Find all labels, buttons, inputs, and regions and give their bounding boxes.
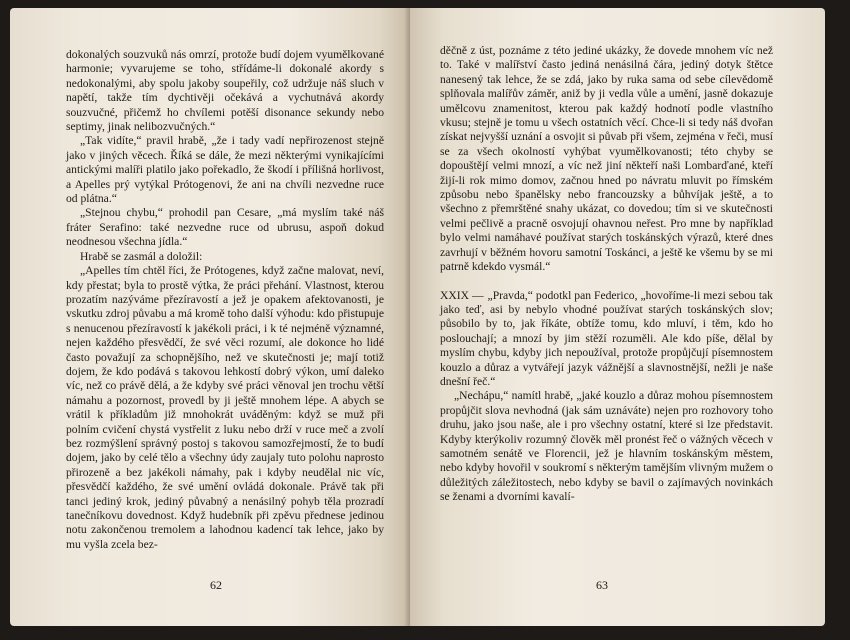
left-paragraph-3: „Stejnou chybu,“ prohodil pan Cesare, „má myslím také náš fráter Serafino: také nezvedne ruce od ubrusu, aspoň dokud neodnesou všechna jídla.“: [66, 206, 384, 249]
page-number-right: 63: [596, 577, 608, 592]
left-paragraph-1: dokonalých souzvuků nás omrzí, protože budí dojem vyumělkované harmonie; vyvarujeme se toho, střídáme-li dokonalé akordy s nedokonalými, aby spolu jakoby soupeřily, což udržuje náš sluch v napětí, takže tím dychtivěji očekává a vychutnává akordy souzvučné, přičemž ho chvílemi potěší disonance sekundy nebo septimy, jinak nelibozvučných.“: [66, 48, 384, 134]
right-paragraph-2: [440, 289, 773, 390]
right-paragraph-1: děčně z úst, poznáme z této jediné ukázky, že dovede mnohem víc než to. Také v malířství často jediná nenásilná čára, jediný dotyk štětce nanesený tak lehce, že se zdá, jako by ruka sama od sebe cílevědomě splňovala malířův záměr, aniž by ji vedla vůle a umění, jasně dokazuje umělcovu znamenitost, kterou pak každý hodnotí podle vlastního vkusu; stejně je tomu u všech ostatních věcí. Chce-li si tedy náš dvořan získat nejvyšší uznání a osvojit si půvab při všem, zejména v řeči, musí se za všech okolností vyhýbat vyumělkovanosti; této chyby se dopouštějí velmi mnozí, a víc než jiní někteří naši Lombarďané, kteří žijí-li rok mimo domov, začnou hned po návratu mluvit po římském způsobu nebo španělsky nebo francouzsky a bůhvíjak ještě, a to všechno z přemrštěné snahy ukázat, co dovedou; tím si ve skutečnosti velmi pečlivě a pracně osvojují ohavnou neřest. Pro mne by například bylo velmi namáhavé používat starých toskánských výrazů, které dnes zavrhují v běžném hovoru samotní Toskánci, a ještě ke všemu by se mi patrně kdekdo vysmál.“: [440, 44, 773, 274]
left-paragraph-5: „Apelles tím chtěl říci, že Prótogenes, když začne malovat, neví, kdy přestat; byla to prostě výtka, že práci přehání. Vlastnost, kterou prozatím nazýváme přezíravostí a jež je opakem afektovanosti, je vskutku zdroj půvabu a má kromě toho další výhodu: kdo přistupuje s nenucenou přezíravostí k jakékoli práci, i k té nejméně významné, nejen každého přesvědčí, že své věci rozumí, ale dokonce ho lidé často považují za schopnějšího, než ve skutečnosti je; mají totiž dojem, že kdo podává s takovou lehkostí dobrý výkon, umí daleko víc, než co právě dělá, a že kdyby své práci věnoval jen trochu větší námahu a pozornost, provedl by ji ještě mnohem lépe. A abych se vrátil k příkladům již mnohokrát uváděným: když se muž při polním cvičení chystá vystřelit z luku nebo drží v ruce meč a zvolí bez rozmýšlení správný postoj s takovou samozřejmostí, že to budí dojem, jako by celé tělo a všechny údy zaujaly tuto polohu naprosto přirozeně a bez jakékoli námahy, pak i kdyby neudělal nic víc, přesvědčí každého, že své umění ovládá dokonale. Právě tak při tanci jediný krok, jediný půvabný a nenásilný pohyb těla prozradí tanečníkovu dovednost. Když hudebník při zpěvu přednese jedinou notu zakončenou tremolem a lahodnou kadencí tak lehce, jako by mu vyšla zcela bez-: [66, 264, 384, 551]
left-paragraph-4: Hrabě se zasmál a doložil:: [80, 249, 203, 263]
chapter-marker: XXIX —: [440, 288, 484, 302]
right-paragraph-2-text: „Pravda,“ podotkl pan Federico, „hovoříme-li mezi sebou tak jako teď, asi by nebylo vhodné používat starých toskánských slov; působilo by to, jak říkáte, obtíže tomu, kdo mluví, i těm, kdo ho poslouchají; a mnozí by jim stěží rozuměli. Ale kdo píše, dělal by myslím chybu, kdyby jich nepoužíval, protože propůjčují písemnostem kouzlo a důraz a vytvářejí jazyk vážnější a slavnostnější, nežli je naše dnešní řeč.“: [440, 288, 773, 388]
right-paragraph-3: „Nechápu,“ namítl hrabě, „jaké kouzlo a důraz mohou písemnostem propůjčit slova nevhodná (jak sám uznáváte) nejen pro rozhovory toho druhu, jako jsou naše, ale i pro všechny ostatní, které si lze představit. Kdyby kterýkoliv rozumný člověk měl pronést řeč o vážných věcech v samotném senátě ve Florencii, jež je hlavním toskánským městem, nebo kdyby hovořil v soukromí s některým tamějším vlivným mužem o důležitých záležitostech, nebo kdyby se bavil o zajímavých novinkách se ženami a dvorními kavalí-: [440, 389, 773, 504]
left-page: [10, 8, 410, 626]
page-number-left: 62: [210, 577, 222, 592]
left-paragraph-2: „Tak vidíte,“ pravil hrabě, „že i tady vadí nepřirozenost stejně jako v jiných věcech. Říká se dále, že mezi některými vynikajícími antickými malíři platilo jako pořekadlo, že škodí i přílišná horlivost, a Apelles prý vytýkal Prótogenovi, že ani na chvíli nezvedne ruce od plátna.“: [66, 134, 384, 206]
right-page: [410, 8, 825, 626]
